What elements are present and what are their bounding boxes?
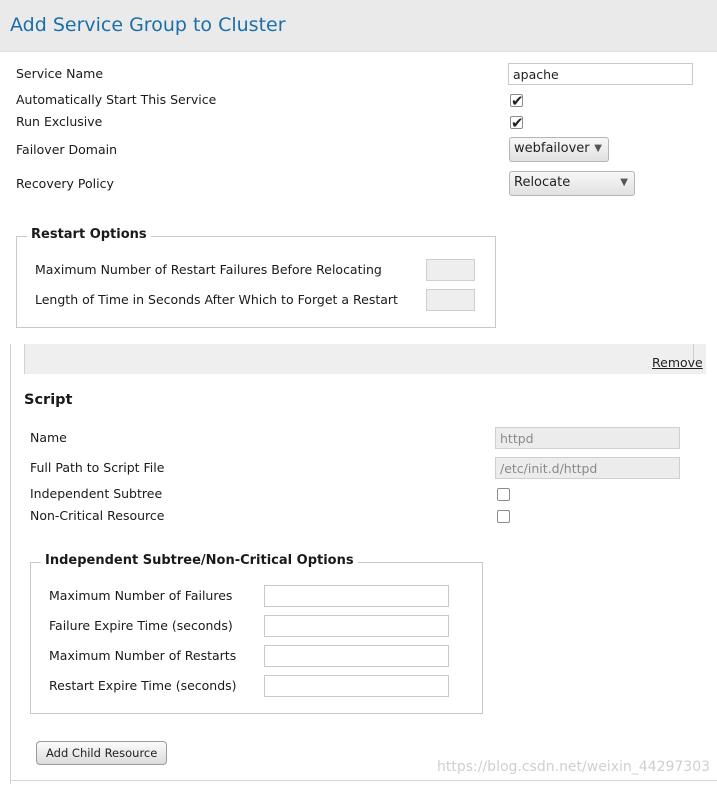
script-name-label: Name xyxy=(30,430,67,445)
restart-max-failures-label: Maximum Number of Restart Failures Before Relocating xyxy=(35,262,382,277)
restart-options-fieldset xyxy=(16,236,496,328)
script-name-input[interactable] xyxy=(495,427,680,449)
subtree-options-legend: Independent Subtree/Non-Critical Options xyxy=(41,553,358,568)
watermark-text: https://blog.csdn.net/weixin_44297303 xyxy=(437,759,711,775)
failure-expire-label: Failure Expire Time (seconds) xyxy=(49,618,233,633)
resource-title: Script xyxy=(24,392,73,408)
resource-border-bottom xyxy=(10,780,717,781)
resource-border-left xyxy=(10,344,11,784)
chevron-down-icon: ▼ xyxy=(594,143,602,154)
independent-subtree-checkbox[interactable] xyxy=(497,488,510,501)
remove-resource-link[interactable]: Remove xyxy=(652,355,703,370)
non-critical-label: Non-Critical Resource xyxy=(30,508,165,523)
failover-domain-select[interactable] xyxy=(509,137,609,162)
recovery-policy-label: Recovery Policy xyxy=(16,176,114,191)
restart-max-failures-input[interactable] xyxy=(426,259,475,281)
max-failures-input[interactable] xyxy=(264,585,449,607)
chevron-down-icon: ▼ xyxy=(620,177,628,188)
autostart-label: Automatically Start This Service xyxy=(16,92,217,107)
max-restarts-input[interactable] xyxy=(264,645,449,667)
check-icon: ✔ xyxy=(511,92,524,110)
restart-options-legend: Restart Options xyxy=(27,227,151,242)
max-failures-label: Maximum Number of Failures xyxy=(49,588,233,603)
service-name-input[interactable] xyxy=(508,63,693,85)
failover-domain-label: Failover Domain xyxy=(16,142,118,157)
add-child-resource-button[interactable]: Add Child Resource xyxy=(36,741,167,765)
restart-expire-label: Restart Expire Time (seconds) xyxy=(49,678,237,693)
script-path-input[interactable] xyxy=(495,457,680,479)
run-exclusive-checkbox[interactable] xyxy=(510,114,524,132)
independent-subtree-label: Independent Subtree xyxy=(30,486,163,501)
resource-toolbar xyxy=(24,344,706,374)
autostart-checkbox[interactable] xyxy=(510,92,524,110)
restart-forget-time-label: Length of Time in Seconds After Which to Forget a Restart xyxy=(35,292,398,307)
restart-forget-time-input[interactable] xyxy=(426,289,475,311)
script-path-label: Full Path to Script File xyxy=(30,460,165,475)
failure-expire-input[interactable] xyxy=(264,615,449,637)
recovery-policy-select[interactable] xyxy=(509,171,635,196)
failover-domain-value: webfailover xyxy=(514,141,590,156)
restart-expire-input[interactable] xyxy=(264,675,449,697)
recovery-policy-value: Relocate xyxy=(514,175,571,190)
service-name-label: Service Name xyxy=(16,66,104,81)
page-title: Add Service Group to Cluster xyxy=(10,14,286,36)
non-critical-checkbox[interactable] xyxy=(497,510,510,523)
max-restarts-label: Maximum Number of Restarts xyxy=(49,648,237,663)
check-icon: ✔ xyxy=(511,114,524,132)
run-exclusive-label: Run Exclusive xyxy=(16,114,103,129)
